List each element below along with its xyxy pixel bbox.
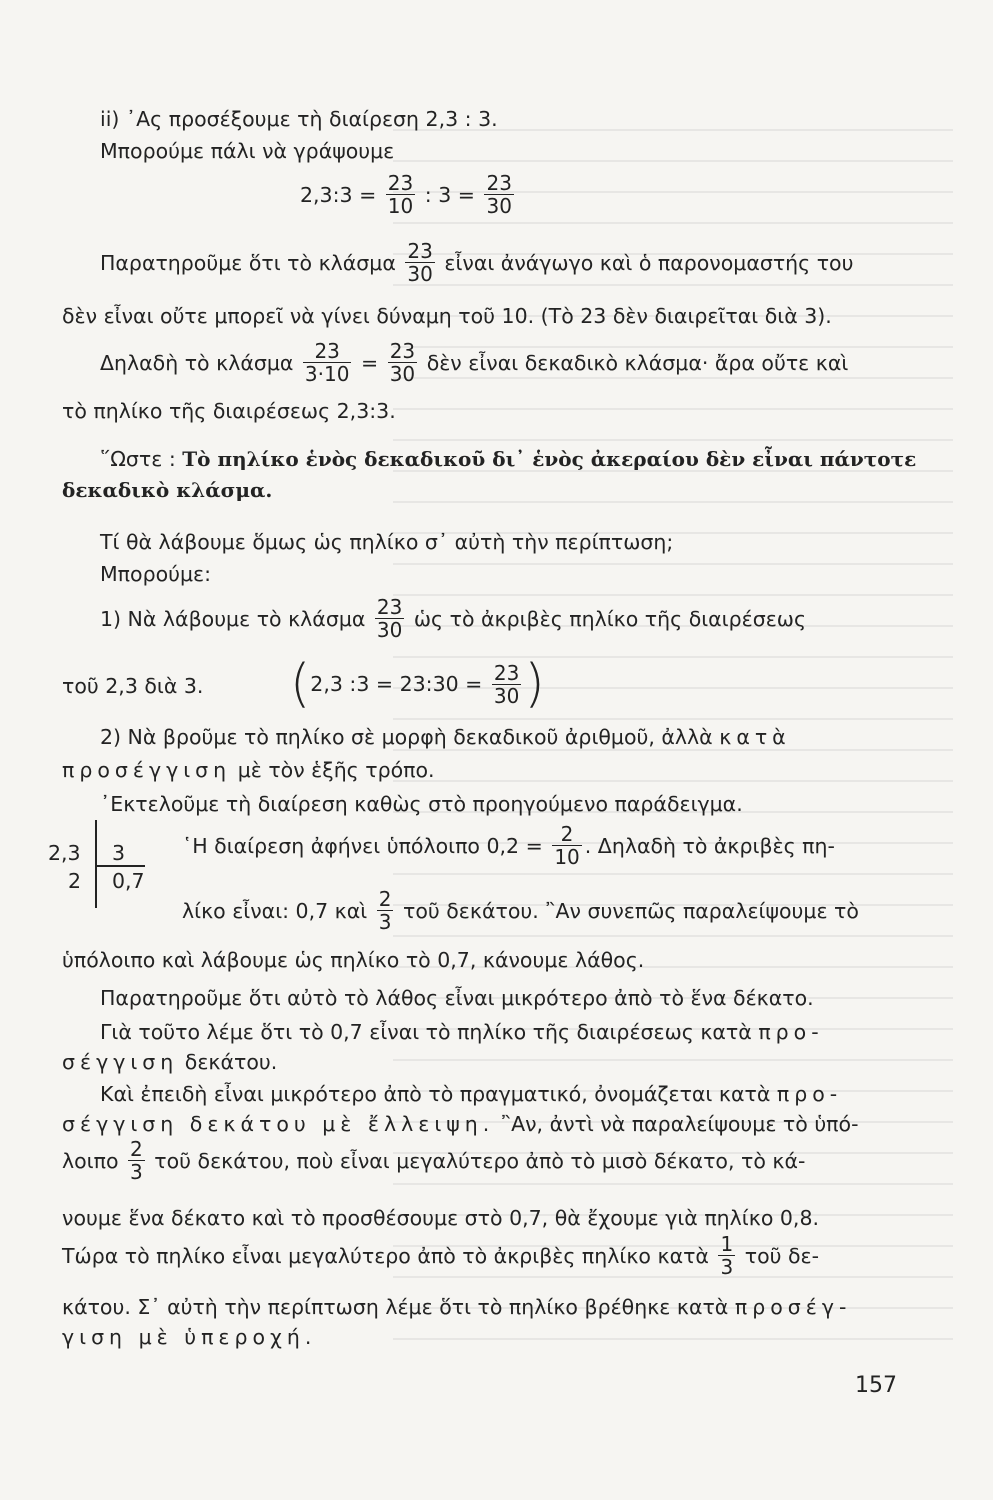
explain-line-8-text: ῍Αν, ἀντὶ νὰ παραλείψουμε τὸ ὑπό- xyxy=(500,1112,859,1136)
right-paren-icon: ) xyxy=(524,654,545,714)
option-1-num: 23 xyxy=(376,595,403,619)
explain-line-9-fraction xyxy=(128,1138,145,1183)
question-line: Τί θὰ λάβουμε ὅμως ὡς πηλίκο σ᾿ αὐτὴ τὴν περίπτωση; xyxy=(100,530,674,554)
exact-line xyxy=(182,888,859,933)
explain-line-13-spaced: γιση μὲ ὑπεροχή. xyxy=(62,1325,317,1349)
conclusion-bold-2: δεκαδικὸ κλάσμα. xyxy=(62,478,273,502)
option-1-eq-den: 30 xyxy=(493,683,520,708)
explain-line-6-text: δεκάτου. xyxy=(184,1050,278,1074)
namely-equals: = xyxy=(360,350,379,375)
remainder-line xyxy=(182,823,835,868)
option-1-eq-num: 23 xyxy=(493,660,520,685)
namely-den-a: 3·10 xyxy=(304,362,350,386)
eq1-fraction-b xyxy=(484,172,513,217)
option-1-line-2: τοῦ 2,3 διὰ 3. xyxy=(62,674,204,698)
option-1-pre: 1) Νὰ λάβουμε τὸ κλάσμα xyxy=(100,606,366,631)
exact-den: 3 xyxy=(378,910,392,934)
explain-line-9 xyxy=(62,1138,805,1183)
observe-num: 23 xyxy=(407,239,433,263)
observe-line-2: δὲν εἶναι οὔτε μπορεῖ νὰ γίνει δύναμη τοῦ 10. (Τὸ 23 δὲν διαιρεῖται διὰ 3). xyxy=(62,304,832,328)
namely-pre: Δηλαδὴ τὸ κλάσμα xyxy=(100,350,294,375)
option-1-line xyxy=(100,596,806,641)
option-1-equation xyxy=(290,654,545,714)
eq1-den-b: 30 xyxy=(486,194,512,218)
namely-post: δὲν εἶναι δεκαδικὸ κλάσμα· ἄρα οὔτε καὶ xyxy=(426,350,849,375)
observe-den: 30 xyxy=(407,262,433,286)
explain-line-12-spaced: προσέγ- xyxy=(734,1295,852,1319)
left-paren-icon: ( xyxy=(290,654,311,714)
option-1-fraction xyxy=(375,596,404,641)
option-2-text: 2) Νὰ βροῦμε τὸ πηλίκο σὲ μορφὴ δεκαδικοῦ ἀριθμοῦ, ἀλλὰ xyxy=(100,725,713,749)
eq1-mid: : 3 = xyxy=(424,182,475,207)
eq1-num-b: 23 xyxy=(486,171,512,195)
explain-line-13 xyxy=(62,1324,316,1350)
division-divisor: 3 xyxy=(112,841,126,865)
explain-line-7-spaced: προ- xyxy=(776,1082,843,1106)
explain-line-11-den: 3 xyxy=(720,1255,734,1279)
explain-line-5-spaced: προ- xyxy=(758,1020,824,1044)
option-1-eq-text: 2,3 :3 = 23:30 = xyxy=(310,672,483,696)
namely-num-a: 23 xyxy=(314,339,340,363)
division-remainder: 2 xyxy=(68,869,82,893)
division-vertical-bar xyxy=(95,820,97,908)
remainder-pre: ῾Η διαίρεση ἀφήνει ὑπόλοιπο 0,2 = xyxy=(182,833,543,858)
observe-line xyxy=(100,240,853,285)
option-1-den: 30 xyxy=(376,618,403,642)
option-1-eq-fraction xyxy=(492,662,521,707)
division-horizontal-bar xyxy=(97,865,145,867)
can-line: Μπορούμε: xyxy=(100,562,212,586)
option-2-line xyxy=(100,724,791,750)
option-2-approx: προσέγγιση xyxy=(62,758,232,782)
namely-line xyxy=(100,340,848,385)
explain-line-9-den: 3 xyxy=(130,1160,143,1184)
remainder-fraction xyxy=(552,823,581,868)
remainder-post: . Δηλαδὴ τὸ ἀκριβὲς πη- xyxy=(584,833,835,858)
eq1-lhs: 2,3:3 = xyxy=(300,182,377,207)
conclusion-bold-1: Τὸ πηλίκο ἑνὸς δεκαδικοῦ δι᾿ ἑνὸς ἀκεραίου δὲν εἶναι πάντοτε xyxy=(182,447,917,471)
remainder-num: 2 xyxy=(560,822,574,846)
intro-line: ii) ᾿Ας προσέξουμε τὴ διαίρεση 2,3 : 3. xyxy=(100,107,498,131)
option-2-kata: κατὰ xyxy=(719,725,791,749)
explain-line-5-text: Γιὰ τοῦτο λέμε ὅτι τὸ 0,7 εἶναι τὸ πηλίκο τῆς διαιρέσεως κατὰ xyxy=(100,1020,752,1044)
observe-post: εἶναι ἀνάγωγο καὶ ὁ παρονομαστής του xyxy=(444,250,854,275)
explain-line-9-num: 2 xyxy=(130,1137,143,1161)
eq1-fraction-a xyxy=(386,172,415,217)
explain-line-12 xyxy=(62,1294,851,1320)
remainder-den: 10 xyxy=(554,845,580,869)
explain-line-3: ὑπόλοιπο καὶ λάβουμε ὡς πηλίκο τὸ 0,7, κάνουμε λάθος. xyxy=(62,948,645,972)
explain-line-7 xyxy=(100,1081,842,1107)
observe-pre: Παρατηροῦμε ὅτι τὸ κλάσμα xyxy=(100,250,396,275)
execute-line: ᾿Εκτελοῦμε τὴ διαίρεση καθὼς στὸ προηγούμενο παράδειγμα. xyxy=(100,792,743,816)
conclusion-line xyxy=(100,446,916,472)
explain-line-6-spaced: σέγγιση xyxy=(62,1050,179,1074)
explain-line-12-text: κάτου. Σ᾿ αὐτὴ τὴν περίπτωση λέμε ὅτι τὸ πηλίκο βρέθηκε κατὰ xyxy=(62,1295,729,1319)
explain-line-11 xyxy=(62,1233,819,1278)
explain-line-11-post: τοῦ δε- xyxy=(744,1243,820,1268)
explain-line-5 xyxy=(100,1019,824,1045)
explain-line-11-pre: Τώρα τὸ πηλίκο εἶναι μεγαλύτερο ἀπὸ τὸ ἀκριβὲς πηλίκο κατὰ xyxy=(62,1243,709,1268)
explain-line-4: Παρατηροῦμε ὅτι αὐτὸ τὸ λάθος εἶναι μικρότερο ἀπὸ τὸ ἕνα δέκατο. xyxy=(100,986,814,1010)
division-quotient: 0,7 xyxy=(112,869,145,893)
explain-line-6 xyxy=(62,1049,277,1075)
explain-line-7-text: Καὶ ἐπειδὴ εἶναι μικρότερο ἀπὸ τὸ πραγματικό, ὀνομάζεται κατὰ xyxy=(100,1082,771,1106)
exact-fraction xyxy=(377,888,394,933)
can-write-line: Μπορούμε πάλι νὰ γράψουμε xyxy=(100,139,395,163)
explain-line-10: νουμε ἕνα δέκατο καὶ τὸ προσθέσουμε στὸ 0,7, θὰ ἔχουμε γιὰ πηλίκο 0,8. xyxy=(62,1206,819,1230)
division-dividend: 2,3 xyxy=(48,841,81,865)
namely-num-b: 23 xyxy=(389,339,416,363)
explain-line-11-num: 1 xyxy=(720,1232,734,1256)
explain-line-8-spaced: σέγγιση δεκάτου μὲ ἔλλειψη. xyxy=(62,1112,495,1136)
namely-fraction-a xyxy=(303,340,352,385)
observe-fraction xyxy=(405,240,434,285)
conclusion-prefix: ῞Ωστε : xyxy=(100,447,176,471)
eq1-den-a: 10 xyxy=(387,194,414,218)
exact-post: τοῦ δεκάτου. ῍Αν συνεπῶς παραλείψουμε τὸ xyxy=(403,898,859,923)
option-2-rest: μὲ τὸν ἑξῆς τρόπο. xyxy=(237,758,435,782)
explain-line-9-post: τοῦ δεκάτου, ποὺ εἶναι μεγαλύτερο ἀπὸ τὸ μισὸ δέκατο, τὸ κά- xyxy=(154,1148,806,1173)
option-1-post: ὡς τὸ ἀκριβὲς πηλίκο τῆς διαιρέσεως xyxy=(413,606,806,631)
option-2-line-2 xyxy=(62,757,435,783)
page-number: 157 xyxy=(855,1373,897,1398)
explain-line-8 xyxy=(62,1111,858,1137)
exact-num: 2 xyxy=(378,887,392,911)
explain-line-9-pre: λοιπο xyxy=(62,1148,119,1173)
exact-pre: λίκο εἶναι: 0,7 καὶ xyxy=(182,898,368,923)
namely-den-b: 30 xyxy=(389,362,416,386)
equation-1 xyxy=(300,172,517,217)
namely-fraction-b xyxy=(388,340,417,385)
eq1-num-a: 23 xyxy=(387,171,414,195)
namely-line-2: τὸ πηλίκο τῆς διαιρέσεως 2,3:3. xyxy=(62,399,396,423)
explain-line-11-fraction xyxy=(718,1233,735,1278)
